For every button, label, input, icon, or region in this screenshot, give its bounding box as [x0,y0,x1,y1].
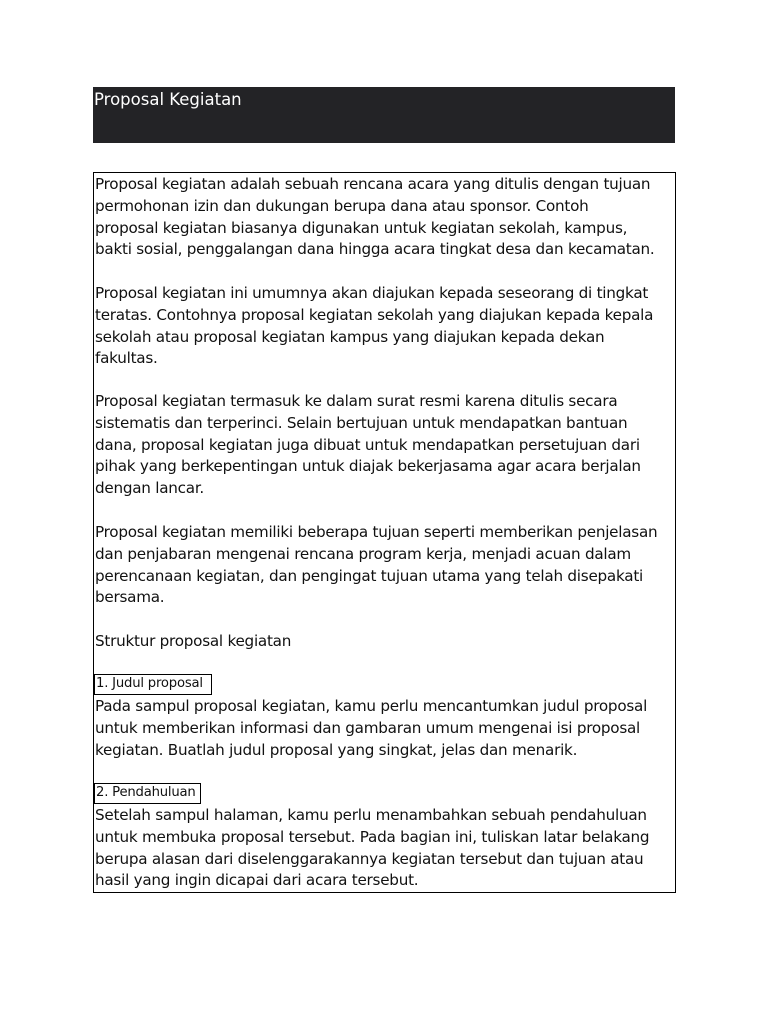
formal-letter-paragraph: Proposal kegiatan termasuk ke dalam surat resmi karena ditulis secara sistematis dan terperinci. Selain bertujuan untuk mendapatkan bantuan dana, proposal kegiatan juga dibuat untuk mendapatkan persetujuan dari pihak yang berkepentingan untuk diajak bekerjasama agar acara berjalan dengan lancar. [95,392,641,498]
section-body-judul: Pada sampul proposal kegiatan, kamu perlu mencantumkan judul proposal untuk memberikan informasi dan gambaran umum mengenai isi proposal kegiatan. Buatlah judul proposal yang singkat, jelas dan menarik. [95,697,648,759]
title-bar [93,87,675,143]
purpose-paragraph: Proposal kegiatan memiliki beberapa tujuan seperti memberikan penjelasan dan penjabaran mengenai rencana program kerja, menjadi acuan dalam perencanaan kegiatan, dan pengingat tujuan utama yang telah disepakati bersama. [95,523,658,607]
content-box [93,172,676,893]
section-body-pendahuluan: Setelah sampul halaman, kamu perlu menambahkan sebuah pendahuluan untuk membuka proposal tersebut. Pada bagian ini, tuliskan latar belakang berupa alasan dari diselenggarakannya kegiatan tersebut dan tujuan atau hasil yang ingin dicapai dari acara tersebut. [95,806,650,890]
section-heading-pendahuluan: 2. Pendahuluan [94,783,201,804]
section-heading-judul: 1. Judul proposal [94,674,212,695]
structure-heading: Struktur proposal kegiatan [95,632,292,650]
target-paragraph: Proposal kegiatan ini umumnya akan diajukan kepada seseorang di tingkat teratas. Contohnya proposal kegiatan sekolah yang diajukan kepada kepala sekolah atau proposal kegiatan kampus yang diajukan kepada dekan fakultas. [95,284,654,368]
page-title: Proposal Kegiatan [94,90,242,109]
intro-paragraph: Proposal kegiatan adalah sebuah rencana acara yang ditulis dengan tujuan permohonan izin dan dukungan berupa dana atau sponsor. Contoh proposal kegiatan biasanya digunakan untuk kegiatan sekolah, kampus, bakti sosial, penggalangan dana hingga acara tingkat desa dan kecamatan. [95,175,655,259]
